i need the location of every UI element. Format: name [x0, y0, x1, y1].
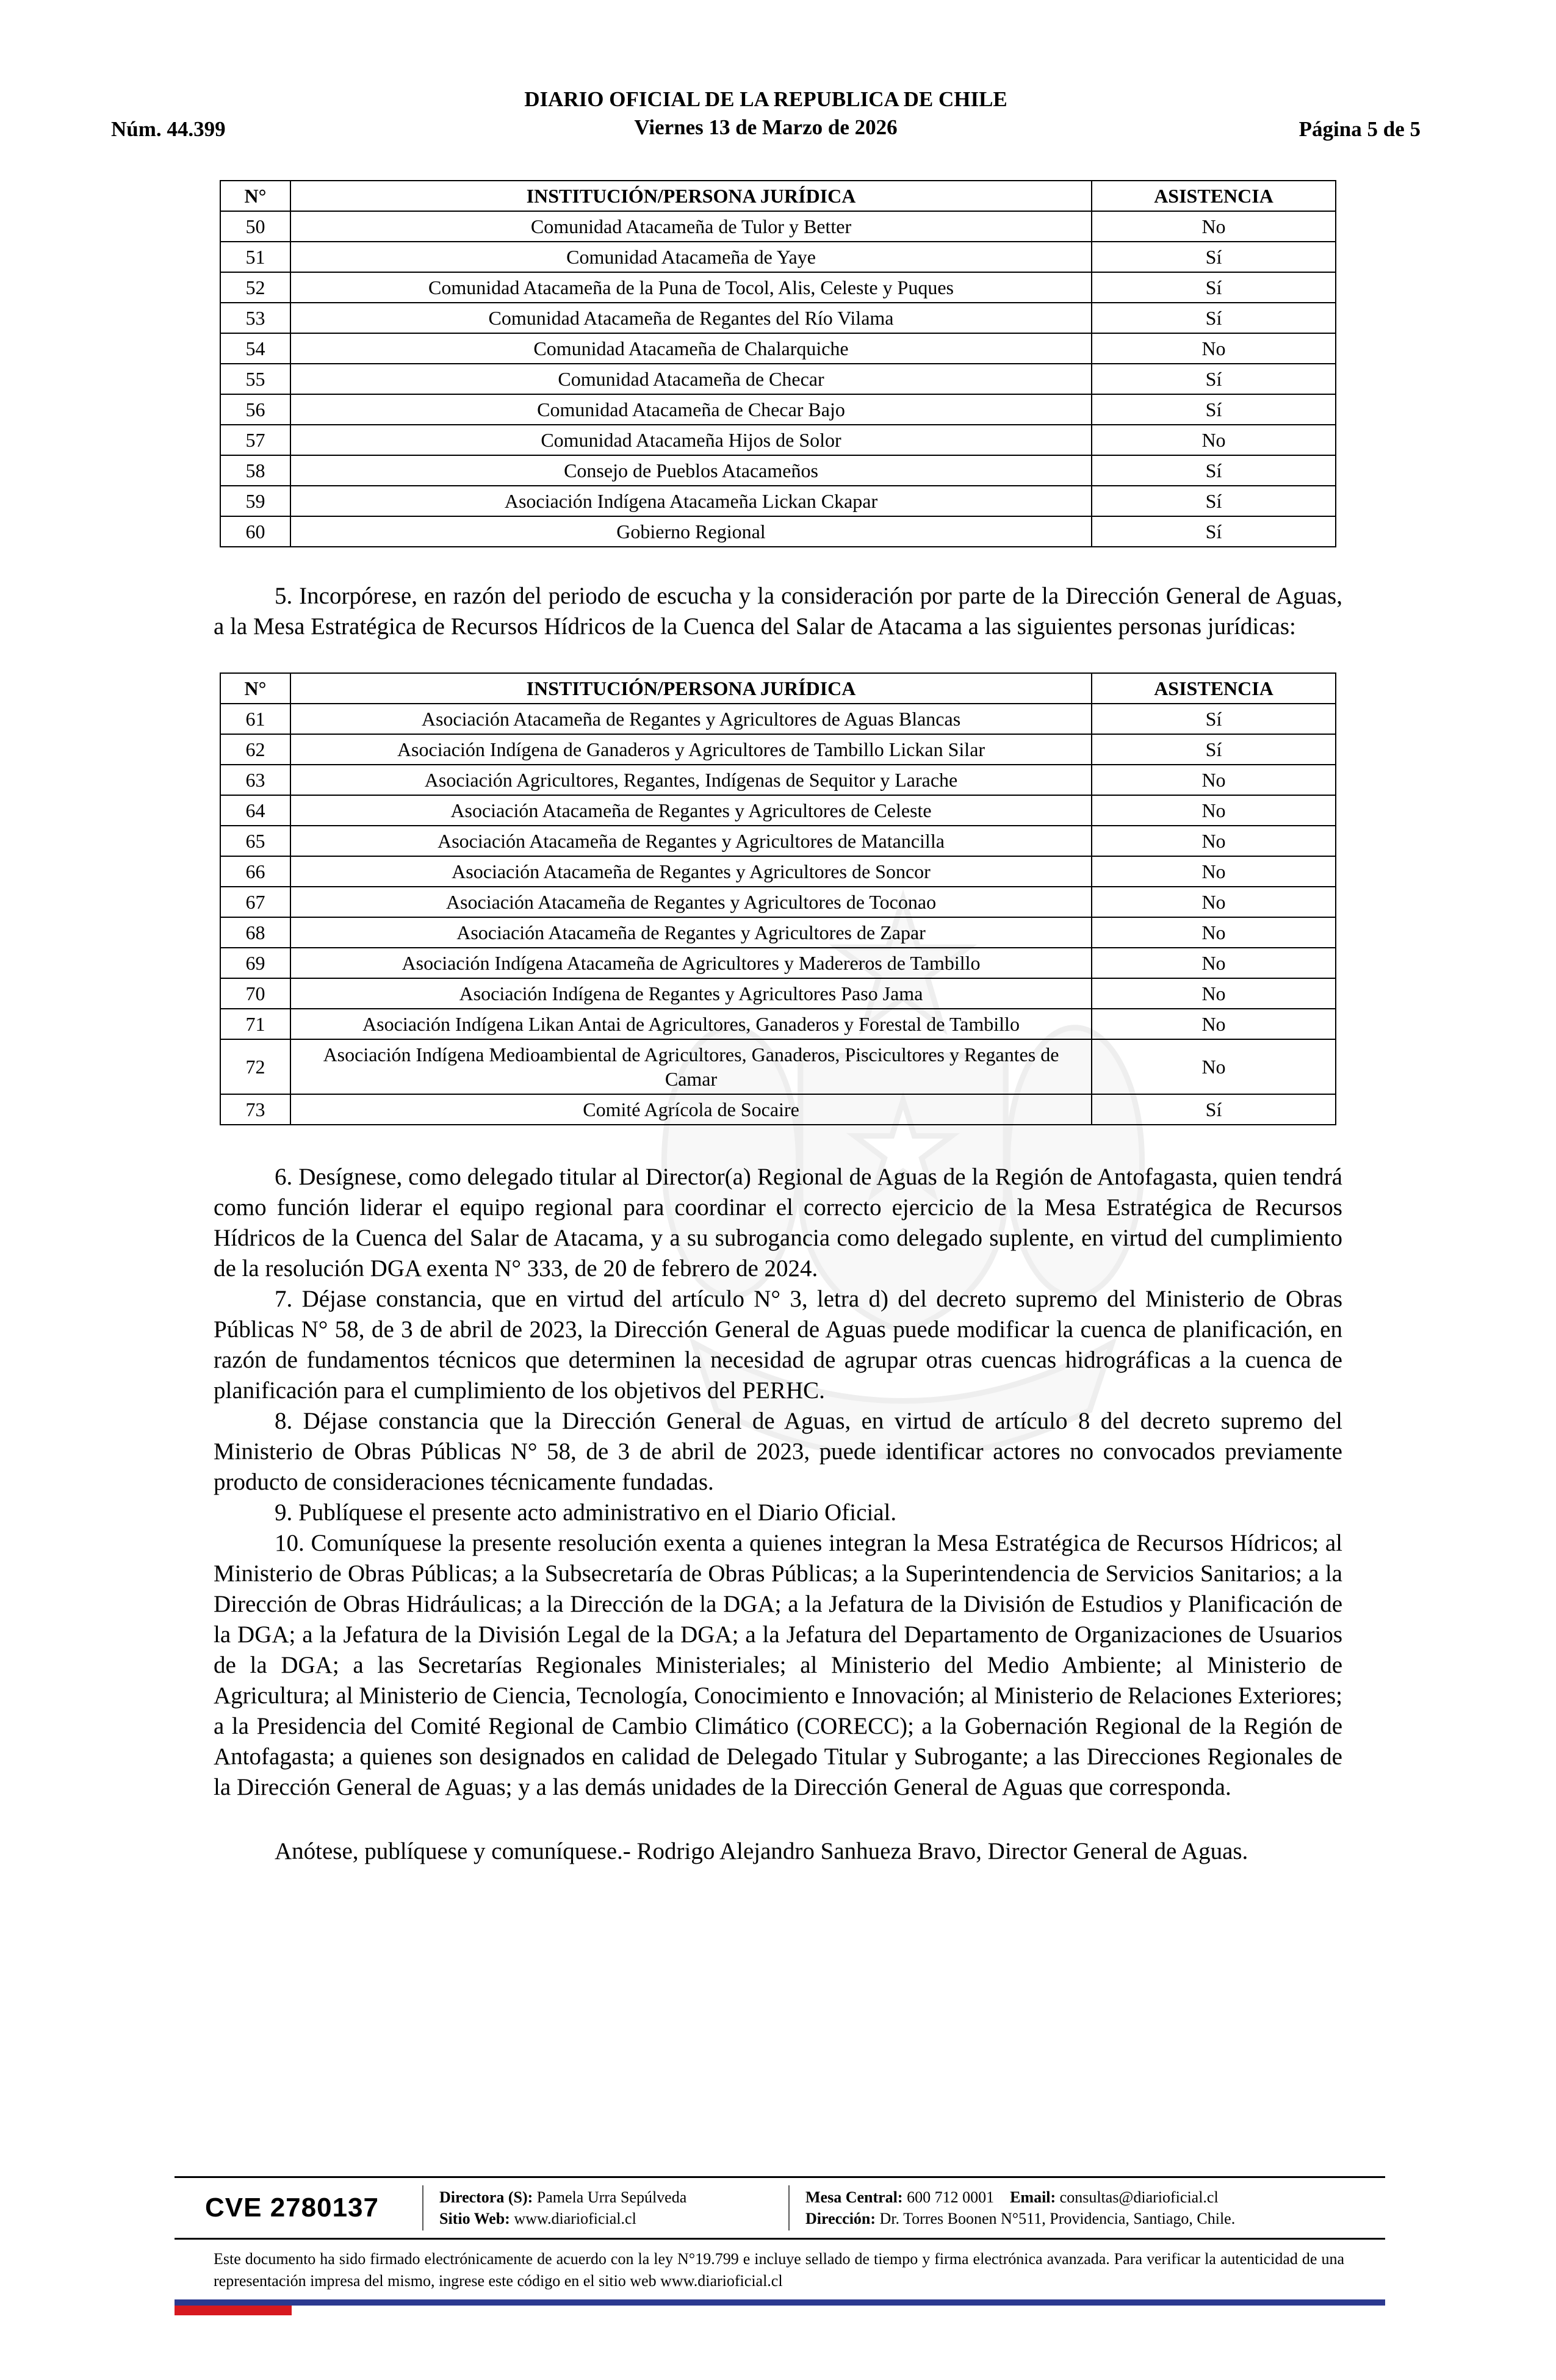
row-number: 63 [220, 765, 290, 795]
institution-name: Asociación Atacameña de Regantes y Agricultores de Aguas Blancas [290, 704, 1092, 734]
attendance-table-1 [220, 180, 1336, 547]
attendance-value: No [1092, 826, 1336, 856]
column-header: N° [220, 181, 290, 211]
attendance-value: Sí [1092, 1094, 1336, 1125]
table-row [220, 887, 1336, 917]
institution-name: Comunidad Atacameña de Tulor y Better [290, 211, 1092, 242]
closing-signature-line: Anótese, publíquese y comuníquese.- Rodrigo Alejandro Sanhueza Bravo, Director General de Aguas. [275, 1838, 1248, 1864]
footer-contact-column [788, 2185, 1385, 2230]
row-number: 68 [220, 917, 290, 948]
row-number: 54 [220, 333, 290, 364]
address-value: Dr. Torres Boonen N°511, Providencia, Santiago, Chile. [879, 2210, 1236, 2227]
attendance-value: No [1092, 1039, 1336, 1094]
institution-name: Comunidad Atacameña de la Puna de Tocol, Alis, Celeste y Puques [290, 272, 1092, 303]
row-number: 64 [220, 795, 290, 826]
attendance-table-2 [220, 673, 1336, 1125]
email-address: consultas@diarioficial.cl [1059, 2188, 1219, 2206]
phone-email-line [805, 2187, 1369, 2208]
mesa-central-label: Mesa Central: [805, 2188, 903, 2206]
table-row [220, 978, 1336, 1009]
institution-name: Asociación Indígena de Regantes y Agricultores Paso Jama [290, 978, 1092, 1009]
website-url: www.diarioficial.cl [514, 2210, 636, 2227]
row-number: 65 [220, 826, 290, 856]
page-indicator: Página 5 de 5 [1298, 117, 1421, 141]
paragraph-10: 10. Comuníquese la presente resolución exenta a quienes integran la Mesa Estratégica de Recursos Hídricos; al Ministerio de Obras Públicas; a la Subsecretaría de Obras Públicas; a la Superintendencia de Servicios Sanitarios; a la Dirección de Obras Hidráulicas; a la Dirección de la DGA; a la Jefatura de la División de Estudios y Planificación de la DGA; a la Jefatura de la División Legal de la DGA; a la Jefatura del Departamento de Organizaciones de Usuarios de la DGA; a las Secretarías Regionales Ministeriales; al Ministerio del Medio Ambiente; al Ministerio de Agricultura; al Ministerio de Ciencia, Tecnología, Conocimiento e Innovación; al Ministerio de Relaciones Exteriores; a la Presidencia del Comité Regional de Cambio Climático (CORECC); a la Gobernación Regional de la Región de Antofagasta; a quienes son designados en calidad de Delegado Titular y Subrogante; a las Direcciones Regionales de la Dirección General de Aguas; y a las demás unidades de la Dirección General de Aguas que corresponda. [214, 1530, 1342, 1800]
attendance-value: No [1092, 765, 1336, 795]
row-number: 71 [220, 1009, 290, 1039]
page-header [111, 85, 1421, 142]
attendance-value: No [1092, 917, 1336, 948]
table-row [220, 1039, 1336, 1094]
institution-name: Asociación Agricultores, Regantes, Indígenas de Sequitor y Larache [290, 765, 1092, 795]
footer-director-column [422, 2185, 788, 2230]
institution-name: Comunidad Atacameña de Checar Bajo [290, 394, 1092, 425]
director-line [439, 2187, 773, 2208]
table-row [220, 516, 1336, 547]
row-number: 56 [220, 394, 290, 425]
table-row [220, 242, 1336, 272]
attendance-value: No [1092, 856, 1336, 887]
issue-number: Núm. 44.399 [111, 117, 226, 141]
institution-name: Comunidad Atacameña de Yaye [290, 242, 1092, 272]
row-number: 51 [220, 242, 290, 272]
attendance-value: Sí [1092, 242, 1336, 272]
attendance-value: Sí [1092, 272, 1336, 303]
paragraph-7: 7. Déjase constancia, que en virtud del artículo N° 3, letra d) del decreto supremo del Ministerio de Obras Públicas N° 58, de 3 de abril de 2023, la Dirección General de Aguas puede modificar la cuenca de planificación, en razón de fundamentos técnicos que determinen la necesidad de agrupar otras cuencas hidrográficas a la cuenca de planificación para el cumplimiento de los objetivos del PERHC. [214, 1286, 1342, 1404]
attendance-value: No [1092, 948, 1336, 978]
row-number: 61 [220, 704, 290, 734]
table-row [220, 765, 1336, 795]
attendance-value: Sí [1092, 486, 1336, 516]
table-row [220, 486, 1336, 516]
institution-name: Asociación Atacameña de Regantes y Agricultores de Toconao [290, 887, 1092, 917]
column-header: INSTITUCIÓN/PERSONA JURÍDICA [290, 673, 1092, 704]
paragraph-9: 9. Publíquese el presente acto administrativo en el Diario Oficial. [275, 1499, 897, 1526]
table-row [220, 1009, 1336, 1039]
address-label: Dirección: [805, 2210, 876, 2227]
document-body [214, 180, 1342, 1867]
attendance-value: No [1092, 333, 1336, 364]
cve-code: CVE 2780137 [205, 2193, 379, 2223]
attendance-value: No [1092, 211, 1336, 242]
email-label: Email: [1010, 2188, 1056, 2206]
institution-name: Comité Agrícola de Socaire [290, 1094, 1092, 1125]
column-header: ASISTENCIA [1092, 181, 1336, 211]
row-number: 50 [220, 211, 290, 242]
table-row [220, 211, 1336, 242]
table-row [220, 303, 1336, 333]
attendance-value: No [1092, 425, 1336, 455]
director-name: Pamela Urra Sepúlveda [536, 2188, 687, 2206]
attendance-value: No [1092, 887, 1336, 917]
institution-name: Asociación Indígena Medioambiental de Agricultores, Ganaderos, Piscicultores y Regantes de Camar [290, 1039, 1092, 1094]
row-number: 72 [220, 1039, 290, 1094]
gazette-date: Viernes 13 de Marzo de 2026 [634, 115, 898, 139]
institution-name: Asociación Atacameña de Regantes y Agricultores de Celeste [290, 795, 1092, 826]
row-number: 58 [220, 455, 290, 486]
institution-name: Gobierno Regional [290, 516, 1092, 547]
row-number: 67 [220, 887, 290, 917]
institution-name: Asociación Atacameña de Regantes y Agricultores de Matancilla [290, 826, 1092, 856]
attendance-value: Sí [1092, 303, 1336, 333]
table-row [220, 734, 1336, 765]
paragraph-5: 5. Incorpórese, en razón del periodo de escucha y la consideración por parte de la Dirección General de Aguas, a la Mesa Estratégica de Recursos Hídricos de la Cuenca del Salar de Atacama a las siguientes personas jurídicas: [214, 583, 1342, 640]
row-number: 73 [220, 1094, 290, 1125]
attendance-value: Sí [1092, 364, 1336, 394]
attendance-value: Sí [1092, 704, 1336, 734]
website-label: Sitio Web: [439, 2210, 510, 2227]
website-line [439, 2208, 773, 2229]
table-header-row [220, 181, 1336, 211]
institution-name: Asociación Indígena Atacameña de Agricultores y Madereros de Tambillo [290, 948, 1092, 978]
table-row [220, 364, 1336, 394]
table-row [220, 333, 1336, 364]
brand-bar-blue [175, 2299, 1385, 2306]
director-label: Directora (S): [439, 2188, 533, 2206]
institution-name: Asociación Atacameña de Regantes y Agricultores de Zapar [290, 917, 1092, 948]
row-number: 66 [220, 856, 290, 887]
row-number: 53 [220, 303, 290, 333]
table-row [220, 1094, 1336, 1125]
institution-name: Asociación Indígena Atacameña Lickan Ckapar [290, 486, 1092, 516]
header-center [300, 85, 1231, 142]
row-number: 55 [220, 364, 290, 394]
footer-info-bar [175, 2176, 1385, 2240]
attendance-value: No [1092, 795, 1336, 826]
attendance-value: No [1092, 978, 1336, 1009]
attendance-value: Sí [1092, 516, 1336, 547]
address-line [805, 2208, 1369, 2229]
institution-name: Comunidad Atacameña de Chalarquiche [290, 333, 1092, 364]
paragraph-8: 8. Déjase constancia que la Dirección General de Aguas, en virtud de artículo 8 del decreto supremo del Ministerio de Obras Públicas N° 58, de 3 de abril de 2023, puede identificar actores no convocados previamente producto de consideraciones técnicamente fundadas. [214, 1408, 1342, 1495]
table-row [220, 272, 1336, 303]
institution-name: Asociación Indígena Likan Antai de Agricultores, Ganaderos y Forestal de Tambillo [290, 1009, 1092, 1039]
row-number: 59 [220, 486, 290, 516]
row-number: 62 [220, 734, 290, 765]
table-row [220, 394, 1336, 425]
attendance-value: Sí [1092, 455, 1336, 486]
table-row [220, 455, 1336, 486]
mesa-central-number: 600 712 0001 [907, 2188, 995, 2206]
table-row [220, 795, 1336, 826]
column-header: ASISTENCIA [1092, 673, 1336, 704]
table-row [220, 948, 1336, 978]
paragraph-6: 6. Desígnese, como delegado titular al Director(a) Regional de Aguas de la Región de Antofagasta, quien tendrá como función liderar el equipo regional para coordinar el correcto ejercicio de la Mesa Estratégica de Recursos Hídricos de la Cuenca del Salar de Atacama, y a su subrogancia como delegado suplente, en virtud del cumplimiento de la resolución DGA exenta N° 333, de 20 de febrero de 2024. [214, 1164, 1342, 1282]
table-row [220, 856, 1336, 887]
row-number: 69 [220, 948, 290, 978]
institution-name: Asociación Atacameña de Regantes y Agricultores de Soncor [290, 856, 1092, 887]
institution-name: Comunidad Atacameña de Regantes del Río Vilama [290, 303, 1092, 333]
row-number: 70 [220, 978, 290, 1009]
table-header-row [220, 673, 1336, 704]
gazette-title: DIARIO OFICIAL DE LA REPUBLICA DE CHILE [524, 87, 1007, 111]
row-number: 57 [220, 425, 290, 455]
attendance-value: No [1092, 1009, 1336, 1039]
attendance-value: Sí [1092, 394, 1336, 425]
row-number: 52 [220, 272, 290, 303]
institution-name: Consejo de Pueblos Atacameños [290, 455, 1092, 486]
institution-name: Comunidad Atacameña Hijos de Solor [290, 425, 1092, 455]
brand-bar-red [175, 2306, 292, 2315]
column-header: INSTITUCIÓN/PERSONA JURÍDICA [290, 181, 1092, 211]
row-number: 60 [220, 516, 290, 547]
table-row [220, 425, 1336, 455]
legal-disclaimer: Este documento ha sido firmado electrónicamente de acuerdo con la ley N°19.799 e incluye sellado de tiempo y firma electrónica avanzada. Para verificar la autenticidad de una representación impresa del mismo, ingrese este código en el sitio web www.diarioficial.cl [214, 2250, 1344, 2290]
table-row [220, 826, 1336, 856]
column-header: N° [220, 673, 290, 704]
institution-name: Asociación Indígena de Ganaderos y Agricultores de Tambillo Lickan Silar [290, 734, 1092, 765]
table-row [220, 917, 1336, 948]
attendance-value: Sí [1092, 734, 1336, 765]
institution-name: Comunidad Atacameña de Checar [290, 364, 1092, 394]
table-row [220, 704, 1336, 734]
